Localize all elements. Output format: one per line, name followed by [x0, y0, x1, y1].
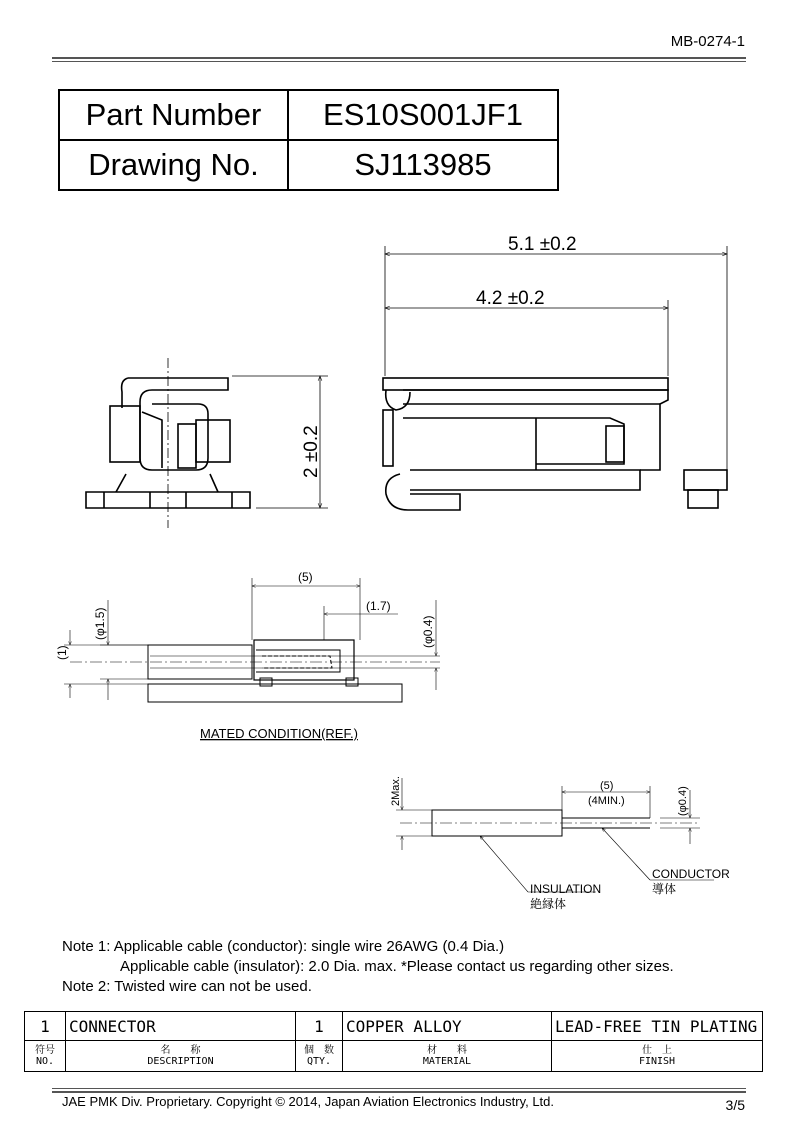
dim-overall-length-label: 5.1 ±0.2 — [508, 234, 577, 255]
bom-header-finish: 仕 上 FINISH — [552, 1041, 763, 1072]
footer-rule — [52, 1091, 746, 1093]
document-id: MB-0274-1 — [670, 33, 745, 50]
footer-rule-thin — [52, 1088, 746, 1089]
bom-material: COPPER ALLOY — [343, 1012, 552, 1041]
connector-front-view — [86, 358, 250, 528]
mated-condition-view — [64, 578, 440, 702]
note-1-line-1: Note 1: Applicable cable (conductor): single wire 26AWG (0.4 Dia.) — [62, 938, 505, 955]
connector-side-view — [383, 378, 727, 510]
cable-dim-4min: (4MIN.) — [588, 795, 625, 807]
bom-header-no: 符号 NO. — [25, 1041, 66, 1072]
bill-of-materials-table — [24, 1011, 763, 1072]
overall-length-dimension — [385, 246, 727, 470]
cable-dim-2max: 2Max. — [390, 776, 402, 806]
cable-dim-5: (5) — [600, 780, 614, 792]
bom-item-no: 1 — [25, 1012, 66, 1041]
part-number-label: Part Number — [59, 90, 288, 140]
cable-dim-phi-0-4: (φ0.4) — [677, 786, 689, 816]
bom-header-description: 名 称 DESCRIPTION — [66, 1041, 296, 1072]
dim-body-length-label: 4.2 ±0.2 — [476, 288, 545, 309]
mated-dim-1-7: (1.7) — [366, 599, 391, 613]
mated-dim-1: (1) — [55, 645, 69, 660]
bom-header-material: 材 料 MATERIAL — [343, 1041, 552, 1072]
mated-dim-5: (5) — [298, 570, 313, 584]
page-number: 3/5 — [725, 1097, 745, 1113]
mated-caption: MATED CONDITION(REF.) — [200, 726, 358, 741]
insulation-label: INSULATION — [530, 882, 602, 896]
note-1-line-2: Applicable cable (insulator): 2.0 Dia. max. *Please contact us regarding other sizes. — [120, 958, 674, 975]
bom-qty: 1 — [296, 1012, 343, 1041]
bom-finish: LEAD-FREE TIN PLATING — [552, 1012, 763, 1041]
part-number-value: ES10S001JF1 — [288, 90, 558, 140]
bom-description: CONNECTOR — [66, 1012, 296, 1041]
insulation-label-jp: 絶縁体 — [530, 897, 567, 911]
drawing-no-value: SJ113985 — [288, 140, 558, 190]
dim-height-label: 2 ±0.2 — [301, 425, 322, 478]
drawing-no-label: Drawing No. — [59, 140, 288, 190]
conductor-label-jp: 導体 — [652, 882, 677, 896]
bom-header-qty: 個 数 QTY. — [296, 1041, 343, 1072]
conductor-label: CONDUCTOR — [652, 867, 730, 881]
copyright-text: JAE PMK Div. Proprietary. Copyright © 2014, Japan Aviation Electronics Industry, Ltd. — [62, 1094, 555, 1109]
mated-dim-phi-1-5: (φ1.5) — [93, 607, 107, 640]
note-2: Note 2: Twisted wire can not be used. — [62, 978, 312, 995]
mated-dim-phi-0-4: (φ0.4) — [421, 615, 435, 648]
